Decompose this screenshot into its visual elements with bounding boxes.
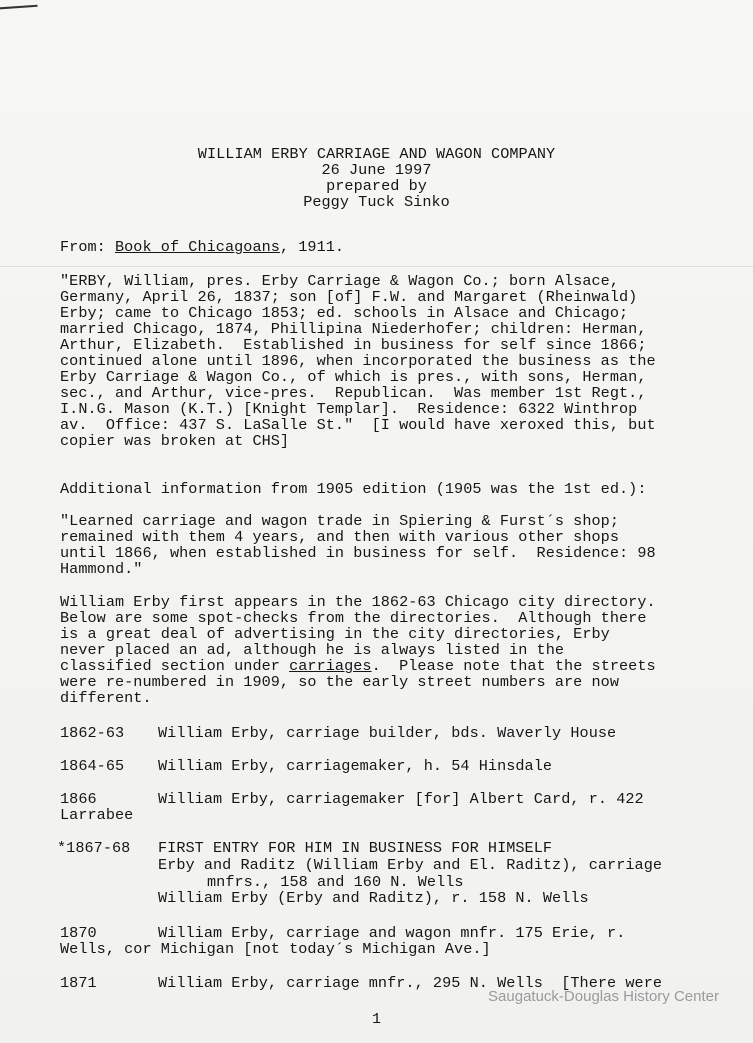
- entry-text: William Erby, carriage builder, bds. Waverly House: [158, 724, 617, 742]
- quote-line: sec., and Arthur, vice-pres. Republican. Was member 1st Regt.,: [60, 384, 647, 402]
- watermark: Saugatuck-Douglas History Center: [488, 988, 719, 1005]
- entry-text-cont: Larrabee: [60, 806, 134, 824]
- entry-year: 1864-65: [60, 757, 125, 775]
- quote-line: Erby; came to Chicago 1853; ed. schools in Alsace and Chicago;: [60, 304, 629, 322]
- entry-text: FIRST ENTRY FOR HIM IN BUSINESS FOR HIMSELF: [158, 839, 553, 857]
- quote-line: av. Office: 437 S. LaSalle St." [I would have xeroxed this, but: [60, 416, 656, 434]
- intro-line: never placed an ad, although he is always listed in the: [60, 641, 565, 659]
- quote-1905-line: remained with them 4 years, and then with various other shops: [60, 528, 620, 546]
- quote-1905-line: Hammond.": [60, 560, 143, 578]
- entry-text: William Erby (Erby and Raditz), r. 158 N. Wells: [158, 889, 589, 907]
- intro-line: is a great deal of advertising in the city directories, Erby: [60, 625, 610, 643]
- page-number: 1: [371, 1011, 381, 1028]
- corner-mark: [0, 5, 39, 24]
- entry-year: 1870: [60, 924, 97, 942]
- quote-line: Erby Carriage & Wagon Co., of which is pres., with sons, Herman,: [60, 368, 647, 386]
- carriages-underlined: carriages: [289, 657, 372, 675]
- source-line: [60, 239, 344, 255]
- intro-line: [60, 658, 656, 674]
- quote-line: I.N.G. Mason (K.T.) [Knight Templar]. Residence: 6322 Winthrop: [60, 400, 638, 418]
- entry-year: 1871: [60, 974, 97, 992]
- entry-text: William Erby, carriage mnfr., 295 N. Wells [There were: [158, 974, 663, 992]
- quote-line: continued alone until 1896, when incorporated the business as the: [60, 352, 656, 370]
- document-date: 26 June 1997: [321, 161, 432, 179]
- intro-line-part: classified section under: [60, 657, 290, 675]
- intro-line: different.: [60, 689, 152, 707]
- entry-text: William Erby, carriage and wagon mnfr. 175 Erie, r.: [158, 924, 626, 942]
- entry-text-cont: Wells, cor Michigan [not today´s Michigan Ave.]: [60, 940, 491, 958]
- quote-line: Germany, April 26, 1837; son [of] F.W. and Margaret (Rheinwald): [60, 288, 638, 306]
- quote-line: married Chicago, 1874, Phillipina Niederhofer; children: Herman,: [60, 320, 647, 338]
- document-title: WILLIAM ERBY CARRIAGE AND WAGON COMPANY: [197, 145, 556, 163]
- entry-year: *1867-68: [57, 839, 131, 857]
- additional-heading: Additional information from 1905 edition (1905 was the 1st ed.):: [60, 480, 647, 498]
- intro-line: were re-numbered in 1909, so the early street numbers are now: [60, 673, 620, 691]
- quote-1905-line: until 1866, when established in business for self. Residence: 98: [60, 544, 656, 562]
- quote-line: "ERBY, William, pres. Erby Carriage & Wagon Co.; born Alsace,: [60, 272, 620, 290]
- entry-text: Erby and Raditz (William Erby and El. Raditz), carriage: [158, 856, 663, 874]
- intro-line: Below are some spot-checks from the directories. Although there: [60, 609, 647, 627]
- prepared-by-label: prepared by: [326, 177, 427, 195]
- quote-1905-line: "Learned carriage and wagon trade in Spiering & Furst´s shop;: [60, 512, 620, 530]
- author-name: Peggy Tuck Sinko: [303, 193, 450, 211]
- quote-line: Arthur, Elizabeth. Established in business for self since 1866;: [60, 336, 647, 354]
- quote-line: copier was broken at CHS]: [60, 432, 290, 450]
- fold-line: [0, 266, 753, 267]
- entry-year: 1862-63: [60, 724, 125, 742]
- source-prefix: From:: [60, 238, 115, 256]
- intro-line-part: . Please note that the streets: [371, 657, 656, 675]
- entry-text: William Erby, carriagemaker [for] Albert Card, r. 422: [158, 790, 644, 808]
- source-suffix: , 1911.: [279, 238, 345, 256]
- entry-year: 1866: [60, 790, 97, 808]
- entry-text: mnfrs., 158 and 160 N. Wells: [207, 873, 464, 891]
- intro-line: William Erby first appears in the 1862-63 Chicago city directory.: [60, 593, 656, 611]
- entry-text: William Erby, carriagemaker, h. 54 Hinsdale: [158, 757, 553, 775]
- source-book-title: Book of Chicagoans: [114, 238, 280, 256]
